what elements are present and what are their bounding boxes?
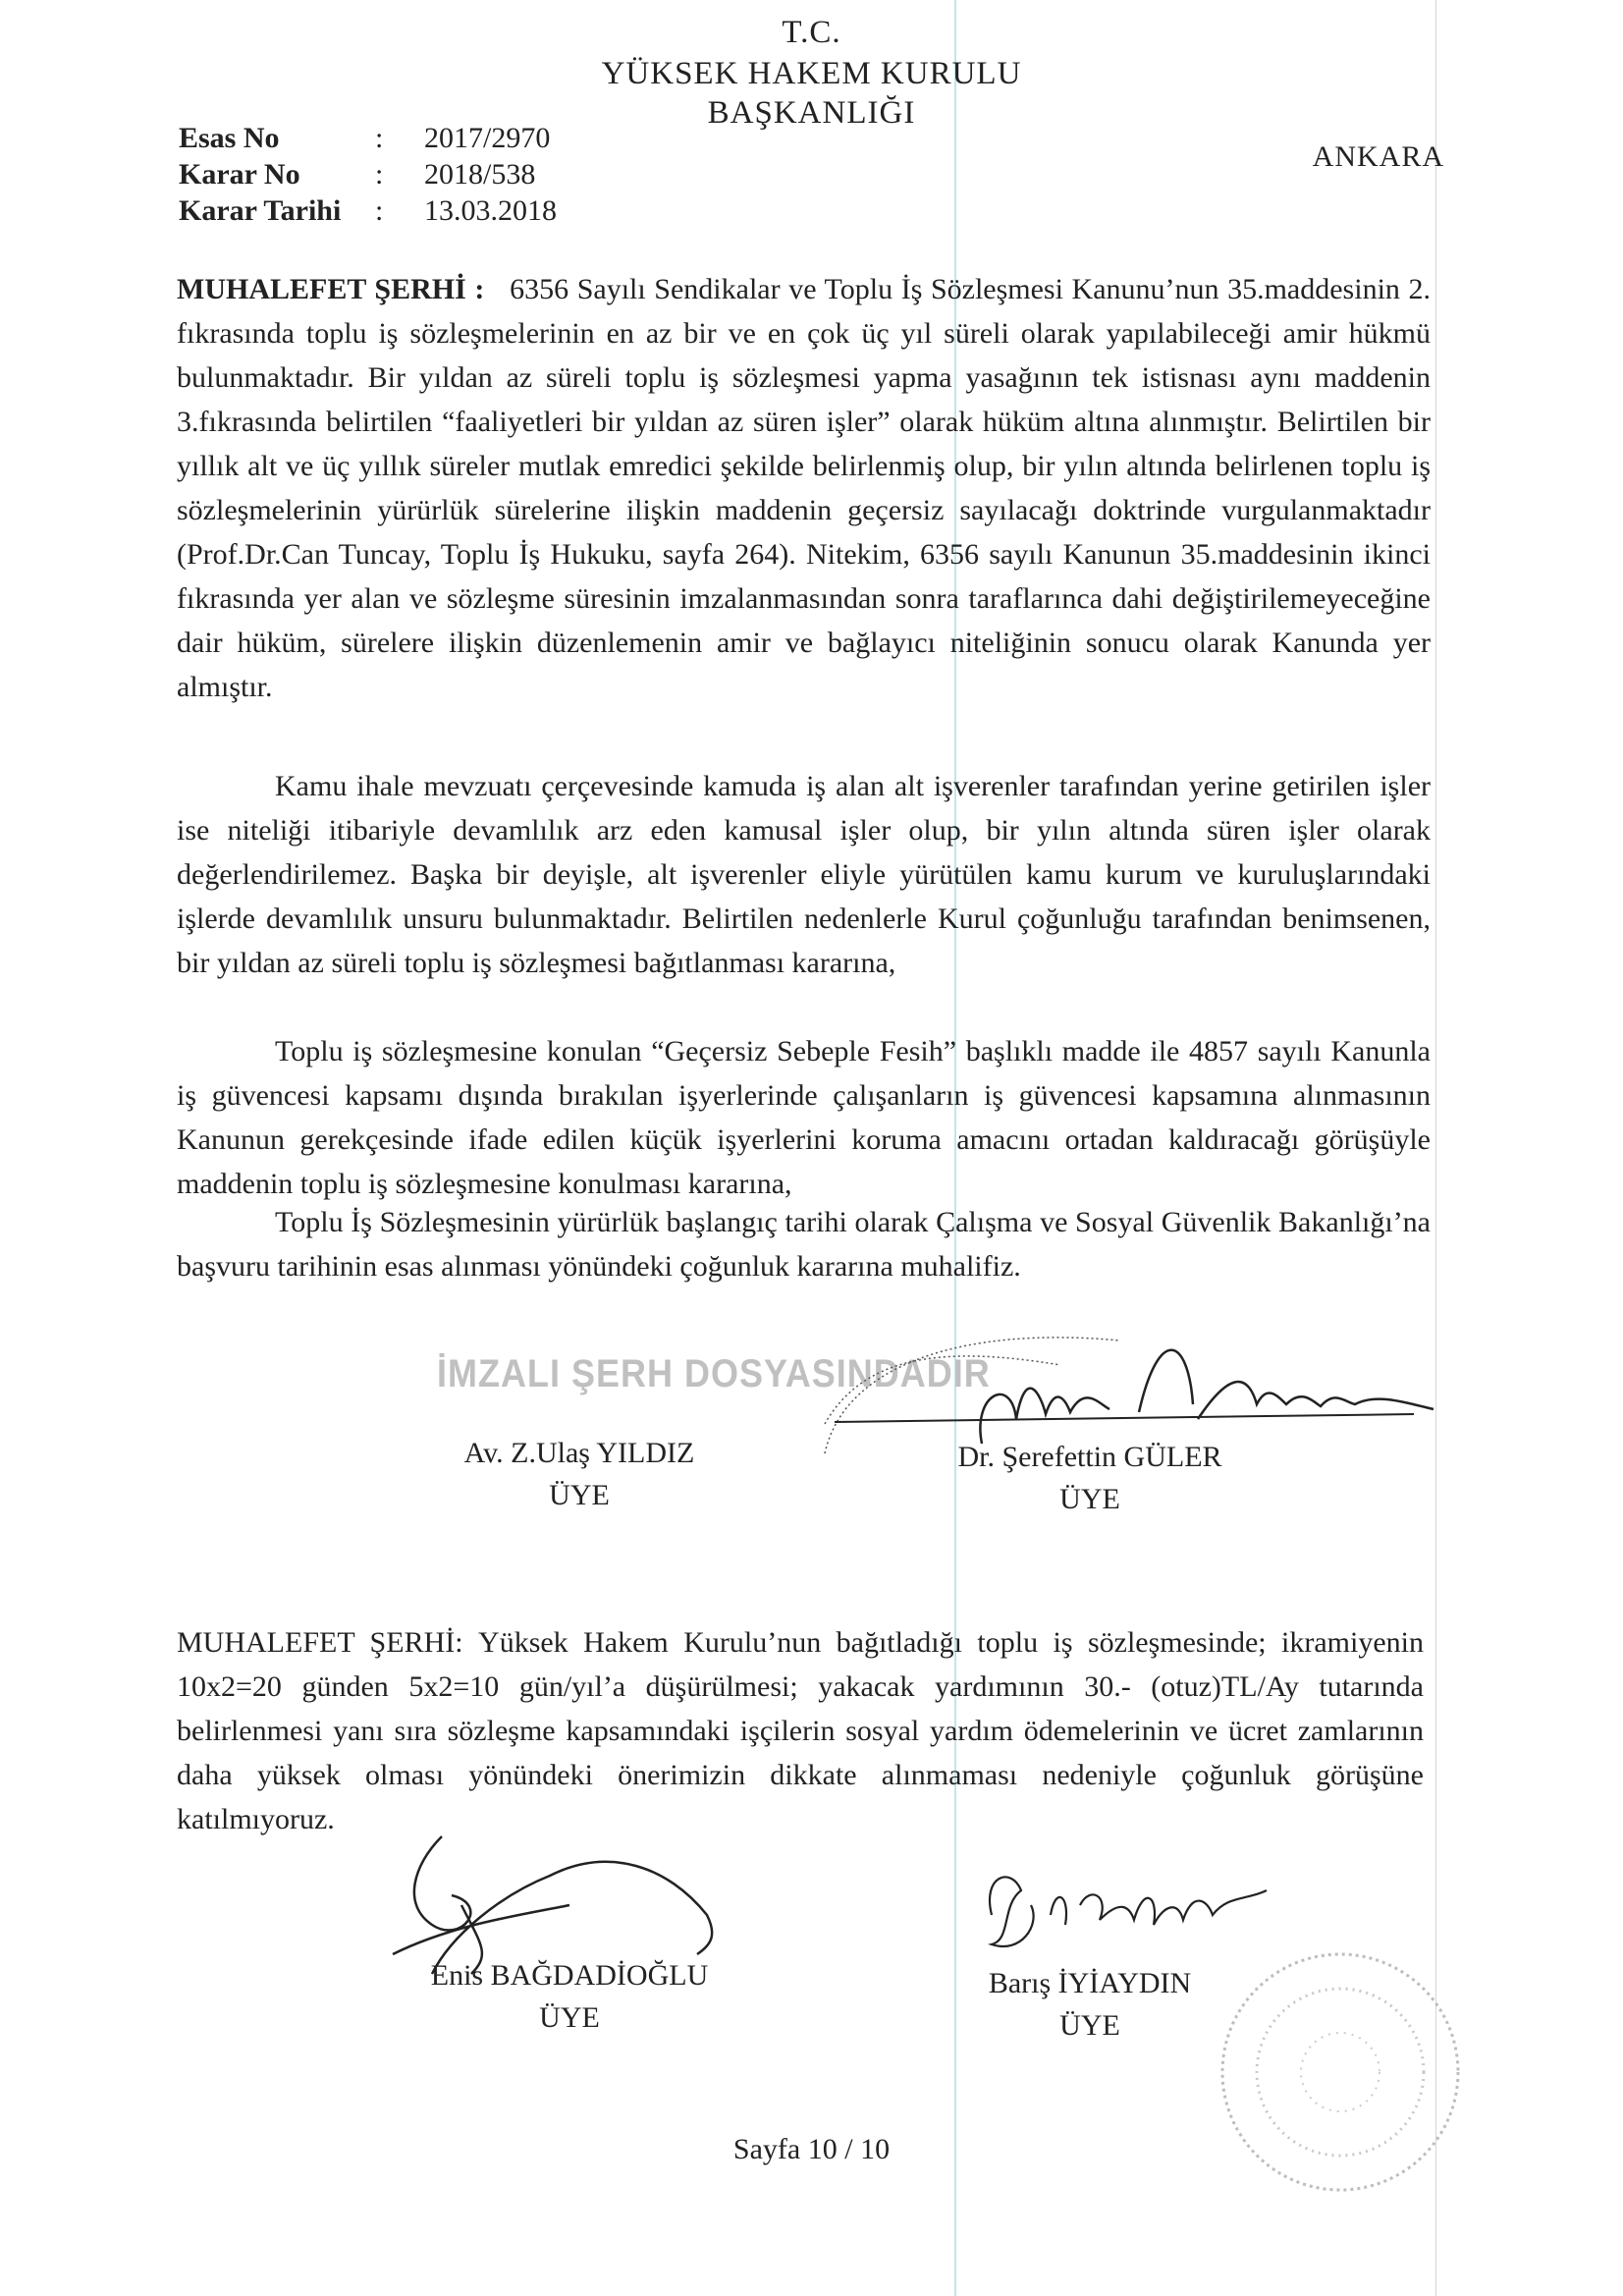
signatory-role: ÜYE [549, 1479, 610, 1511]
tarih-label: Karar Tarihi [179, 194, 342, 227]
dissent1-p1-text: 6356 Sayılı Sendikalar ve Toplu İş Sözleşmesi Kanunu’nun 35.maddesinin 2. fıkrasında toplu iş sözleşmelerinin en az bir ve en çok üç yıl süreli olarak yapılabileceği amir hükmü bulunmaktadır. Bir yıldan az süreli toplu iş sözleşmesi yapma yasağının tek istisnası aynı maddenin 3.fıkrasında belirtilen “faaliyetleri bir yıldan az süren işler” olarak hüküm altına alınmıştır. Belirtilen bir yıllık alt ve üç yıllık süreler mutlak emredici şekilde belirlenmiş olup, bir yılın altında belirlenen toplu iş sözleşmelerinin yürürlük sürelerine ilişkin maddenin geçersiz sayılacağı doktrinde vurgulanmaktadır (Prof.Dr.Can Tuncay, Toplu İş Hukuku, sayfa 264). Nitekim, 6356 sayılı Kanunun 35.maddesinin ikinci fıkrasında yer alan ve sözleşme süresinin imzalanmasından sonra taraflarınca dahi değiştirilemeyeceğine dair hüküm, sürelere ilişkin düzenlemenin amir ve bağlayıcı niteliğinin sonucu olarak Kanunda yer almıştır. [177, 273, 1431, 703]
esas-value: 2017/2970 [424, 122, 551, 154]
dissent2-title: MUHALEFET ŞERHİ: [177, 1626, 463, 1659]
signatory-role: ÜYE [1059, 2009, 1120, 2042]
case-meta [179, 120, 557, 229]
header-institution: YÜKSEK HAKEM KURULU [601, 56, 1022, 91]
signatory-guler [884, 1436, 1296, 1520]
header-tc: T.C. [782, 15, 841, 50]
dissent1-paragraph3: Toplu iş sözleşmesine konulan “Geçersiz Sebeple Fesih” başlıklı madde ile 4857 sayılı Kanunla iş güvencesi kapsamı dışında bırakılan işyerlerinde çalışanların iş güvencesi kapsamına alınmasının Kanunun gerekçesinde ifade edilen küçük işyerlerini koruma amacını ortadan kaldıracağı görüşüyle maddenin toplu iş sözleşmesine konulması kararına, [177, 1035, 1431, 1200]
tarih-value: 13.03.2018 [424, 194, 557, 227]
signatory-yildiz [412, 1432, 746, 1516]
signatory-role: ÜYE [1059, 1483, 1120, 1515]
dissent1-paragraph1 [177, 267, 1431, 709]
dissent2-text: Yüksek Hakem Kurulu’nun bağıtladığı toplu iş sözleşmesinde; ikramiyenin 10x2=20 günden 5x2=10 gün/yıl’a düşürülmesi; yakacak yardımının 30.- (otuz)TL/Ay tutarında belirlenmesi yanı sıra sözleşme kapsamındaki işçilerin sosyal yardım ödemelerinin ve ücret zamlarının daha yüksek olması yönündeki önerimizin dikkate alınmaması nedeniyle çoğunluk görüşüne katılmıyoruz. [177, 1626, 1425, 1835]
header-presidency: BAŞKANLIĞI [707, 95, 916, 131]
esas-row [179, 120, 557, 156]
karar-label: Karar No [179, 158, 300, 191]
tarih-row [179, 192, 557, 229]
dissent1-paragraph2: Kamu ihale mevzuatı çerçevesinde kamuda iş alan alt işverenler tarafından yerine getirilen işler ise niteliği itibariyle devamlılık arz eden kamusal işler olup, bir yılın altında süren işler olarak değerlendirilemez. Başka bir deyişle, alt işverenler eliyle yürütülen kamu kurum ve kuruluşlarındaki işlerde devamlılık unsuru bulunmaktadır. Belirtilen nedenlerle Kurul çoğunluğu tarafından benimsenen, bir yıldan az süreli toplu iş sözleşmesi bağıtlanması kararına, [177, 770, 1431, 979]
separator: : [375, 158, 384, 191]
karar-row [179, 156, 557, 192]
signatory-role: ÜYE [539, 2001, 600, 2034]
signatory-name: Barış İYİAYDIN [988, 1967, 1192, 1999]
dissent1-paragraph4: Toplu İş Sözleşmesinin yürürlük başlangıç tarihi olarak Çalışma ve Sosyal Güvenlik Bakanlığı’na başvuru tarihinin esas alınması yönündeki çoğunluk kararına muhalifiz. [177, 1206, 1431, 1283]
signatory-bagdadioglu [393, 1954, 746, 2039]
page-number: Sayfa 10 / 10 [732, 2133, 891, 2165]
esas-label: Esas No [179, 122, 280, 154]
city-label: ANKARA [1312, 140, 1444, 173]
dissent1-title: MUHALEFET ŞERHİ : [177, 273, 485, 305]
separator: : [375, 194, 384, 227]
signed-stamp-text: İMZALI ŞERH DOSYASINDADIR [437, 1350, 991, 1395]
signatory-name: Dr. Şerefettin GÜLER [957, 1441, 1222, 1473]
signatory-name: Av. Z.Ulaş YILDIZ [463, 1437, 695, 1469]
signatory-name: Enis BAĞDADİOĞLU [430, 1959, 709, 1992]
karar-value: 2018/538 [424, 158, 536, 191]
separator: : [375, 122, 384, 154]
dissent2-paragraph [177, 1620, 1424, 1841]
